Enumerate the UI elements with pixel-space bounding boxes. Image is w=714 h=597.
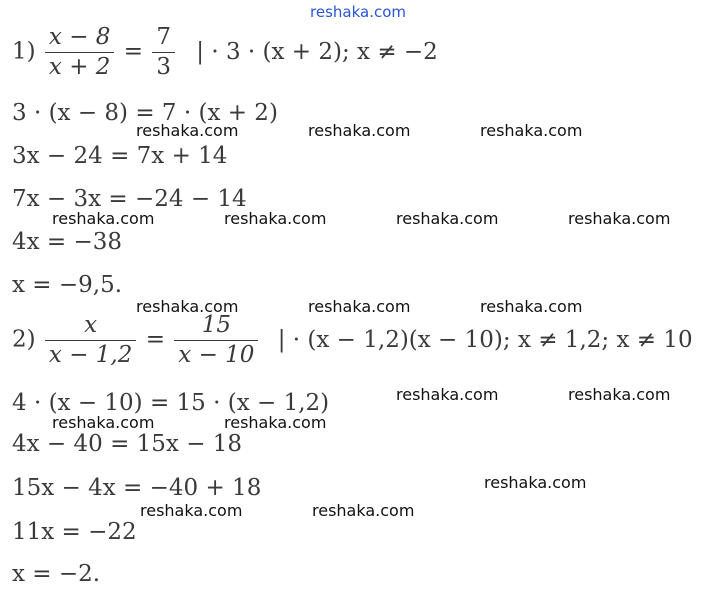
problem1-lhs-fraction	[45, 26, 115, 79]
problem2-lhs-numerator: x	[84, 312, 98, 338]
problem1-lhs-denominator: x + 2	[45, 52, 115, 79]
watermark: reshaka.com	[136, 121, 239, 140]
problem2-step-1: 4 · (x − 10) = 15 · (x − 1,2)	[12, 390, 330, 416]
watermark: reshaka.com	[224, 209, 327, 228]
problem1-step-2: 3x − 24 = 7x + 14	[12, 143, 228, 169]
watermark: reshaka.com	[312, 501, 415, 520]
problem2-rhs-numerator: 15	[201, 312, 231, 338]
problem2-rhs-fraction	[174, 314, 258, 367]
problem1-step-4: 4x = −38	[12, 229, 123, 255]
watermark: reshaka.com	[480, 121, 583, 140]
site-header-link[interactable]: reshaka.com	[310, 3, 406, 21]
watermark: reshaka.com	[568, 385, 671, 404]
watermark: reshaka.com	[52, 209, 155, 228]
problem2-condition: | · (x − 1,2)(x − 10); x ≠ 1,2; x ≠ 10	[277, 326, 693, 353]
watermark: reshaka.com	[140, 501, 243, 520]
problem1-rhs-denominator: 3	[152, 52, 175, 79]
watermark: reshaka.com	[52, 413, 155, 432]
problem2-step-5: x = −2.	[12, 561, 101, 587]
problem2-lhs-fraction	[45, 314, 136, 367]
problem1-condition: | · 3 · (x + 2); x ≠ −2	[196, 38, 438, 65]
problem1-rhs-numerator: 7	[156, 24, 171, 50]
problem2-step-4: 11x = −22	[12, 519, 137, 545]
watermark: reshaka.com	[136, 297, 239, 316]
watermark: reshaka.com	[568, 209, 671, 228]
problem1-step-1: 3 · (x − 8) = 7 · (x + 2)	[12, 100, 278, 126]
watermark: reshaka.com	[308, 121, 411, 140]
equals-sign: =	[145, 326, 165, 353]
problem2-lhs-denominator: x − 1,2	[45, 340, 136, 367]
watermark: reshaka.com	[484, 473, 587, 492]
problem1-label: 1)	[12, 38, 36, 65]
watermark: reshaka.com	[396, 385, 499, 404]
watermark: reshaka.com	[480, 297, 583, 316]
problem1-rhs-fraction	[152, 26, 175, 79]
watermark: reshaka.com	[224, 413, 327, 432]
problem1-lhs-numerator: x − 8	[48, 24, 111, 50]
problem1-step-5: x = −9,5.	[12, 272, 123, 298]
problem2-label: 2)	[12, 326, 36, 353]
problem1-step-3: 7x − 3x = −24 − 14	[12, 186, 247, 212]
problem2-step-3: 15x − 4x = −40 + 18	[12, 475, 262, 501]
equals-sign: =	[123, 38, 144, 65]
watermark: reshaka.com	[396, 209, 499, 228]
problem2-step-2: 4x − 40 = 15x − 18	[12, 431, 243, 457]
problem1-equation	[12, 26, 438, 79]
problem2-equation	[12, 314, 693, 367]
watermark: reshaka.com	[308, 297, 411, 316]
problem2-rhs-denominator: x − 10	[174, 340, 258, 367]
